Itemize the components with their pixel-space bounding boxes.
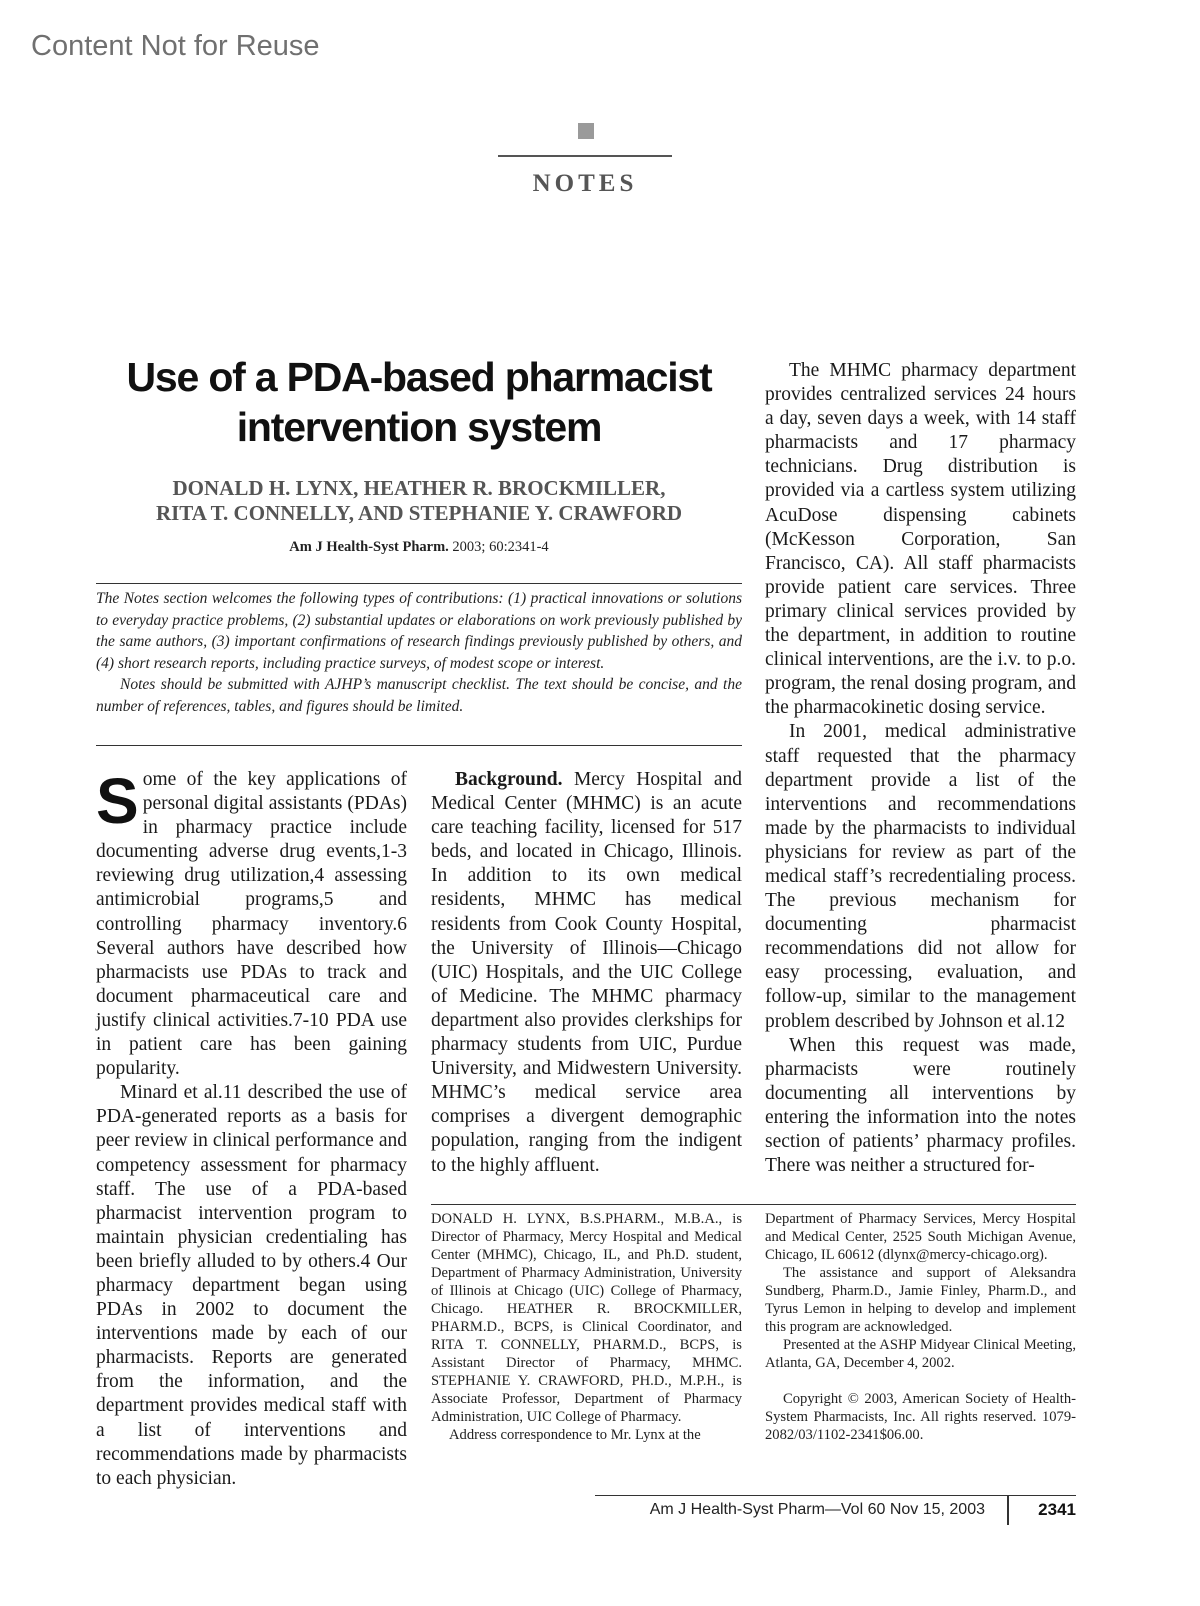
- section-marker-square: [578, 123, 594, 139]
- copyright: Copyright © 2003, American Society of Health-System Pharmacists, Inc. All rights reserved. 1079-2082/03/1102-2341$06.00.: [765, 1391, 1076, 1443]
- footnote-rule: [431, 1204, 1076, 1205]
- author-list: [96, 476, 742, 526]
- section-label: NOTES: [532, 170, 638, 197]
- presentation-note: Presented at the ASHP Midyear Clinical Meeting, Atlanta, GA, December 4, 2002.: [765, 1337, 1076, 1371]
- section-heading-background: Background.: [455, 769, 563, 790]
- footer-rule: [595, 1495, 1076, 1496]
- title-line-1: Use of a PDA-based pharmacist: [126, 354, 712, 400]
- footer-journal: Am J Health-Syst Pharm—Vol 60 Nov 15, 2003: [649, 1501, 985, 1518]
- body-paragraph: In 2001, medical administrative staff requested that the pharmacy department provide a list of the interventions and recommendations made by the pharmacists to individual physicians for review as part of the medical staff’s recredentialing process. The previous mechanism for documenting pharmacist recommendations did not allow for easy processing, evaluation, and follow-up, similar to the management problem described by Johnson et al.12: [765, 721, 1076, 1032]
- correspondence-address: Department of Pharmacy Services, Mercy Hospital and Medical Center, 2525 South Michigan Avenue, Chicago, IL 60612 (dlynx@mercy-chicago.org).: [765, 1211, 1076, 1263]
- body-paragraph: The MHMC pharmacy department provides centralized services 24 hours a day, seven days a week, with 14 staff pharmacists and 17 pharmacy technicians. Drug distribution is provided via a cartless system utilizing AcuDose dispensing cabinets (McKesson Corporation, San Francisco, CA). All staff pharmacists provide patient care services. Three primary clinical services provided by the department, in addition to routine clinical interventions, are the i.v. to p.o. program, the renal dosing program, and the pharmacokinetic dosing service.: [765, 360, 1076, 719]
- footnote-column-2: [765, 1210, 1076, 1444]
- citation-volume: 2003; 60:2341-4: [448, 539, 549, 555]
- body-column-1: [96, 765, 407, 1491]
- authors-line-1: DONALD H. LYNX, HEATHER R. BROCKMILLER,: [172, 476, 666, 500]
- notes-box-bottom-rule: [96, 745, 742, 746]
- section-rule: [498, 155, 672, 157]
- correspondence: Address correspondence to Mr. Lynx at the: [449, 1427, 701, 1443]
- acknowledgments: The assistance and support of Aleksandra Sundberg, Pharm.D., Jamie Finley, Pharm.D., and Tyrus Lemon in helping to develop and implement this program are acknowledged.: [765, 1265, 1076, 1335]
- body-paragraph: When this request was made, pharmacists were routinely documenting all interventions by entering the information into the notes section of patients’ pharmacy profiles. There was neither a structured for-: [765, 1034, 1076, 1177]
- article-title: [96, 352, 742, 452]
- title-line-2: intervention system: [236, 404, 602, 450]
- notes-box-paragraph: Notes should be submitted with AJHP’s manuscript checklist. The text should be concise, and the number of references, tables, and figures should be limited.: [96, 676, 742, 715]
- notes-box: [96, 588, 742, 717]
- body-paragraph: Minard et al.11 described the use of PDA-generated reports as a basis for peer review in clinical performance and competency assessment for pharmacy staff. The use of a PDA-based pharmacist intervention program to maintain physician credentialing has been briefly alluded to by others.4 Our pharmacy department began using PDAs in 2002 to document the interventions made by each of our pharmacists. Reports are generated from the information, and the department provides medical staff with a list of interventions and recommendations made by pharmacists to each physician.: [96, 1082, 407, 1489]
- page-number: 2341: [1038, 1500, 1076, 1519]
- body-column-3: [765, 359, 1076, 1178]
- notes-box-top-rule: [96, 583, 742, 584]
- citation-journal: Am J Health-Syst Pharm.: [289, 539, 449, 555]
- authors-line-2: RITA T. CONNELLY, AND STEPHANIE Y. CRAWFORD: [155, 501, 683, 525]
- author-affiliations: DONALD H. LYNX, B.S.PHARM., M.B.A., is Director of Pharmacy, Mercy Hospital and Medical Center (MHMC), Chicago, IL, and Ph.D. student, Department of Pharmacy Administration, University of Illinois at Chicago (UIC) College of Pharmacy, Chicago. HEATHER R. BROCKMILLER, PHARM.D., BCPS, is Clinical Coordinator, and RITA T. CONNELLY, PHARM.D., BCPS, is Assistant Director of Pharmacy, MHMC. STEPHANIE Y. CRAWFORD, PH.D., M.P.H., is Associate Professor, Department of Pharmacy Administration, UIC College of Pharmacy.: [431, 1211, 742, 1425]
- watermark: Content Not for Reuse: [31, 30, 320, 62]
- notes-box-paragraph: The Notes section welcomes the following types of contributions: (1) practical innovations or solutions to everyday practice problems, (2) substantial updates or elaborations on work previously published by the same authors, (3) important confirmations of research findings previously published by others, and (4) short research reports, including practice surveys, of modest scope or interest.: [96, 590, 742, 672]
- body-paragraph: Some of the key applications of personal digital assistants (PDAs) in pharmacy practice include documenting adverse drug events,1-3 reviewing drug utilization,4 assessing antimicrobial programs,5 and controlling pharmacy inventory.6 Several authors have described how pharmacists use PDAs to track and document pharmaceutical care and justify clinical activities.7-10 PDA use in patient care has been gaining popularity.: [96, 765, 407, 1080]
- citation: [96, 539, 742, 556]
- drop-cap: S: [96, 765, 139, 837]
- footer-divider: [1007, 1495, 1009, 1525]
- body-paragraph: Background. Mercy Hospital and Medical Center (MHMC) is an acute care teaching facility, licensed for 517 beds, and located in Chicago, Illinois. In addition to its own medical residents, MHMC has medical residents from Cook County Hospital, the University of Illinois—Chicago (UIC) Hospitals, and the UIC College of Medicine. The MHMC pharmacy department also provides clerkships for pharmacy students from UIC, Purdue University, and Midwestern University. MHMC’s medical service area comprises a divergent demographic population, ranging from the indigent to the highly affluent.: [431, 769, 742, 1176]
- body-column-2: [431, 768, 742, 1178]
- footnote-column-1: [431, 1210, 742, 1444]
